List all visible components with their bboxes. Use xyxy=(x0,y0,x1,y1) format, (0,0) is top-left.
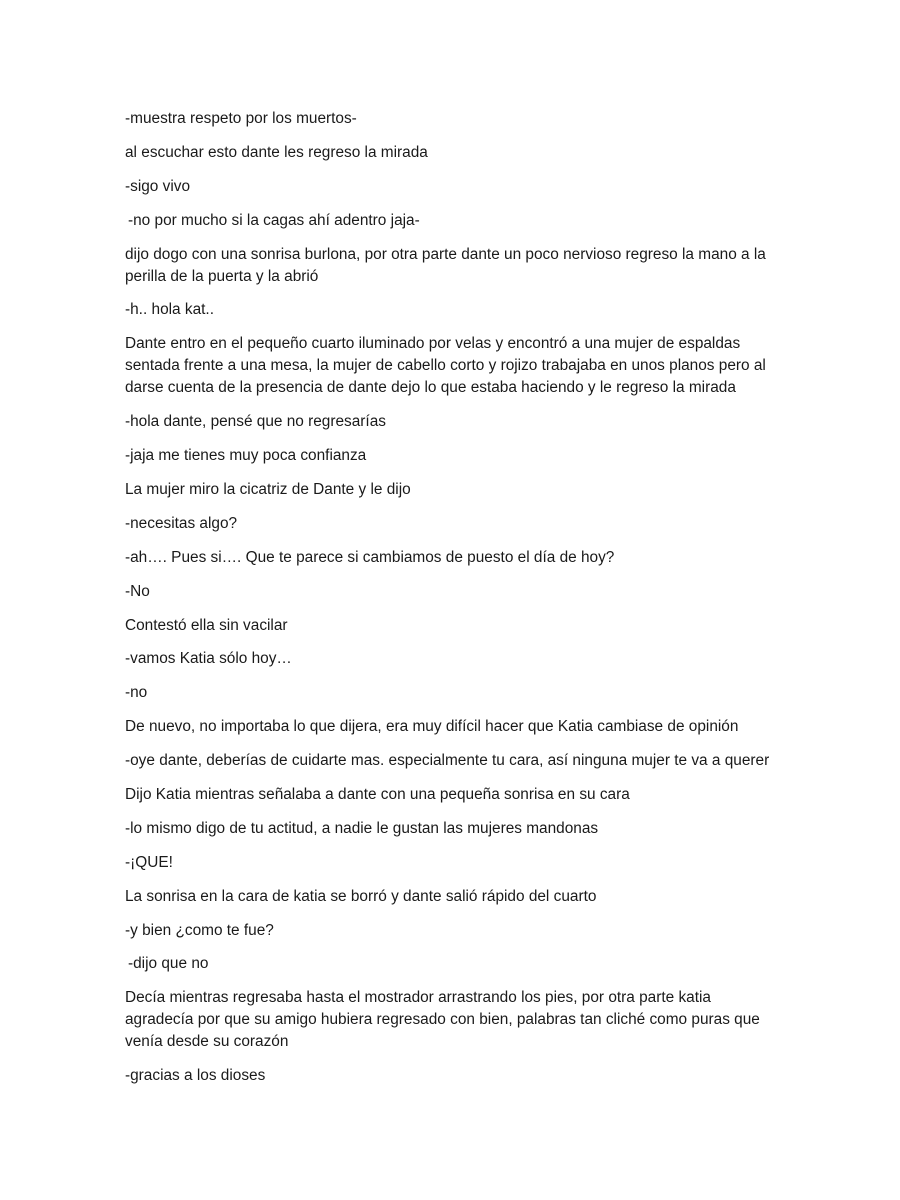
paragraph: -vamos Katia sólo hoy… xyxy=(125,650,292,668)
paragraph: -no por mucho si la cagas ahí adentro jaja- xyxy=(128,211,420,229)
paragraph: -h.. hola kat.. xyxy=(125,301,214,319)
paragraph: -dijo que no xyxy=(128,955,209,973)
document-body xyxy=(125,108,780,1099)
paragraph: -muestra respeto por los muertos- xyxy=(125,110,357,127)
paragraph: Dijo Katia mientras señalaba a dante con una pequeña sonrisa en su cara xyxy=(125,786,630,804)
paragraph: -No xyxy=(125,582,150,600)
paragraph: al escuchar esto dante les regreso la mirada xyxy=(125,143,428,161)
paragraph: -gracias a los dioses xyxy=(125,1067,266,1085)
paragraph: -¡QUE! xyxy=(125,853,173,871)
paragraph: -oye dante, deberías de cuidarte mas. especialmente tu cara, así ninguna mujer te va a querer xyxy=(125,752,770,770)
paragraph: La mujer miro la cicatriz de Dante y le dijo xyxy=(125,481,411,499)
paragraph: -no xyxy=(125,684,148,702)
paragraph: -jaja me tienes muy poca confianza xyxy=(125,447,367,465)
paragraph: De nuevo, no importaba lo que dijera, era muy difícil hacer que Katia cambiase de opinión xyxy=(125,718,739,736)
paragraph: -hola dante, pensé que no regresarías xyxy=(125,413,386,431)
paragraph: -lo mismo digo de tu actitud, a nadie le gustan las mujeres mandonas xyxy=(125,819,599,837)
paragraph: Dante entro en el pequeño cuarto iluminado por velas y encontró a una mujer de espaldas sentada frente a una mesa, la mujer de cabello corto y rojizo trabajaba en unos planos pero al darse cuenta de la presencia de dante dejo lo que estaba haciendo y le regreso la mirada xyxy=(125,335,766,397)
paragraph: Decía mientras regresaba hasta el mostrador arrastrando los pies, por otra parte katia agradecía por que su amigo hubiera regresado con bien, palabras tan cliché como puras que venía desde su corazón xyxy=(125,989,760,1051)
paragraph: Contestó ella sin vacilar xyxy=(125,616,288,634)
paragraph: dijo dogo con una sonrisa burlona, por otra parte dante un poco nervioso regreso la mano a la perilla de la puerta y la abrió xyxy=(125,245,766,285)
paragraph: La sonrisa en la cara de katia se borró y dante salió rápido del cuarto xyxy=(125,887,597,905)
paragraph: -necesitas algo? xyxy=(125,514,238,532)
paragraph: -sigo vivo xyxy=(125,177,191,195)
paragraph: -ah…. Pues si…. Que te parece si cambiamos de puesto el día de hoy? xyxy=(125,548,615,566)
paragraph: -y bien ¿como te fue? xyxy=(125,921,274,939)
